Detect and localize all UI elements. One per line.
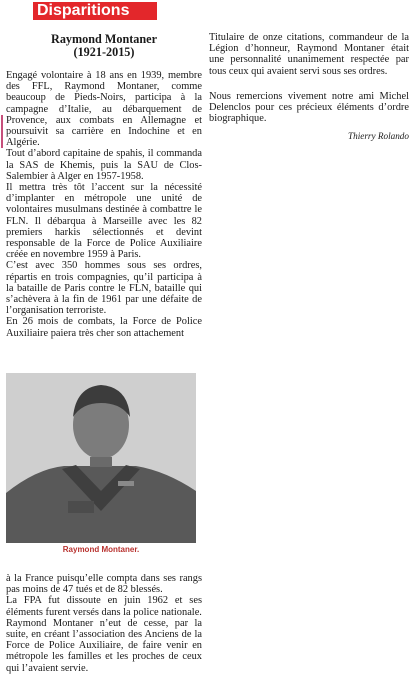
margin-mark xyxy=(1,115,3,148)
paragraph: Il mettra très tôt l’accent sur la nécessité d’implanter en métropole une unité de volontaires musulmans destinée à combattre le FLN. Il débarqua à Marseille avec les 82 premiers harkis sélectionnés et devint responsable de la Force de Police Auxiliaire créée en novembre 1959 à Paris. xyxy=(6,182,202,261)
article-dates: (1921-2015) xyxy=(73,45,135,59)
paragraph: C’est avec 350 hommes sous ses ordres, répartis en trois compagnies, qu’il participa à la bataille de Paris contre le FLN, bataille qui s’achèvera à la fin de 1961 par une défaite de l’organisation terroriste. xyxy=(6,260,202,317)
paragraph: Raymond Montaner n’eut de cesse, par la suite, en créant l’association des Anciens de la Force de Police Auxiliaire, de faire venir en métropole les familles et les proches de ceux qui l’avaient servie. xyxy=(6,617,202,674)
section-label: Disparitions xyxy=(37,2,130,19)
left-column-text xyxy=(6,70,202,339)
paragraph: Titulaire de onze citations, commandeur de la Légion d’honneur, Raymond Montaner était une personnalité unanimement respectée par tous ceux qui avaient servi sous ses ordres. xyxy=(209,32,409,77)
paragraph: La FPA fut dissoute en juin 1962 et ses éléments furent versés dans la police nationale. xyxy=(6,595,202,618)
portrait-illustration xyxy=(6,373,196,543)
portrait-photo xyxy=(6,373,196,543)
continuation-text xyxy=(6,573,202,674)
paragraph: Engagé volontaire à 18 ans en 1939, membre des FFL, Raymond Montaner, comme beaucoup de Pieds-Noirs, participa à la campagne d’Italie, au débarquement de Provence, aux combats en Allemagne et poursuivit sa carrière en Indochine et en Algérie. xyxy=(6,70,202,149)
paragraph: Tout d’abord capitaine de spahis, il commanda la SAS de Khemis, puis la SAU de Clos-Salembier à Alger en 1957-1958. xyxy=(6,148,202,182)
author-signature: Thierry Rolando xyxy=(348,131,409,141)
right-column-paragraph xyxy=(209,91,409,125)
paragraph: à la France puisqu’elle compta dans ses rangs pas moins de 47 tués et de 82 blessés. xyxy=(6,573,202,596)
paragraph: En 26 mois de combats, la Force de Police Auxiliaire paiera très cher son attachement xyxy=(6,316,202,339)
article-headline: Raymond Montaner xyxy=(51,32,157,46)
photo-caption: Raymond Montaner. xyxy=(62,545,140,554)
right-column-paragraph xyxy=(209,32,409,77)
paragraph: Nous remercions vivement notre ami Michel Delenclos pour ces précieux éléments d’ordre biographique. xyxy=(209,91,409,125)
section-header-band xyxy=(33,2,157,20)
